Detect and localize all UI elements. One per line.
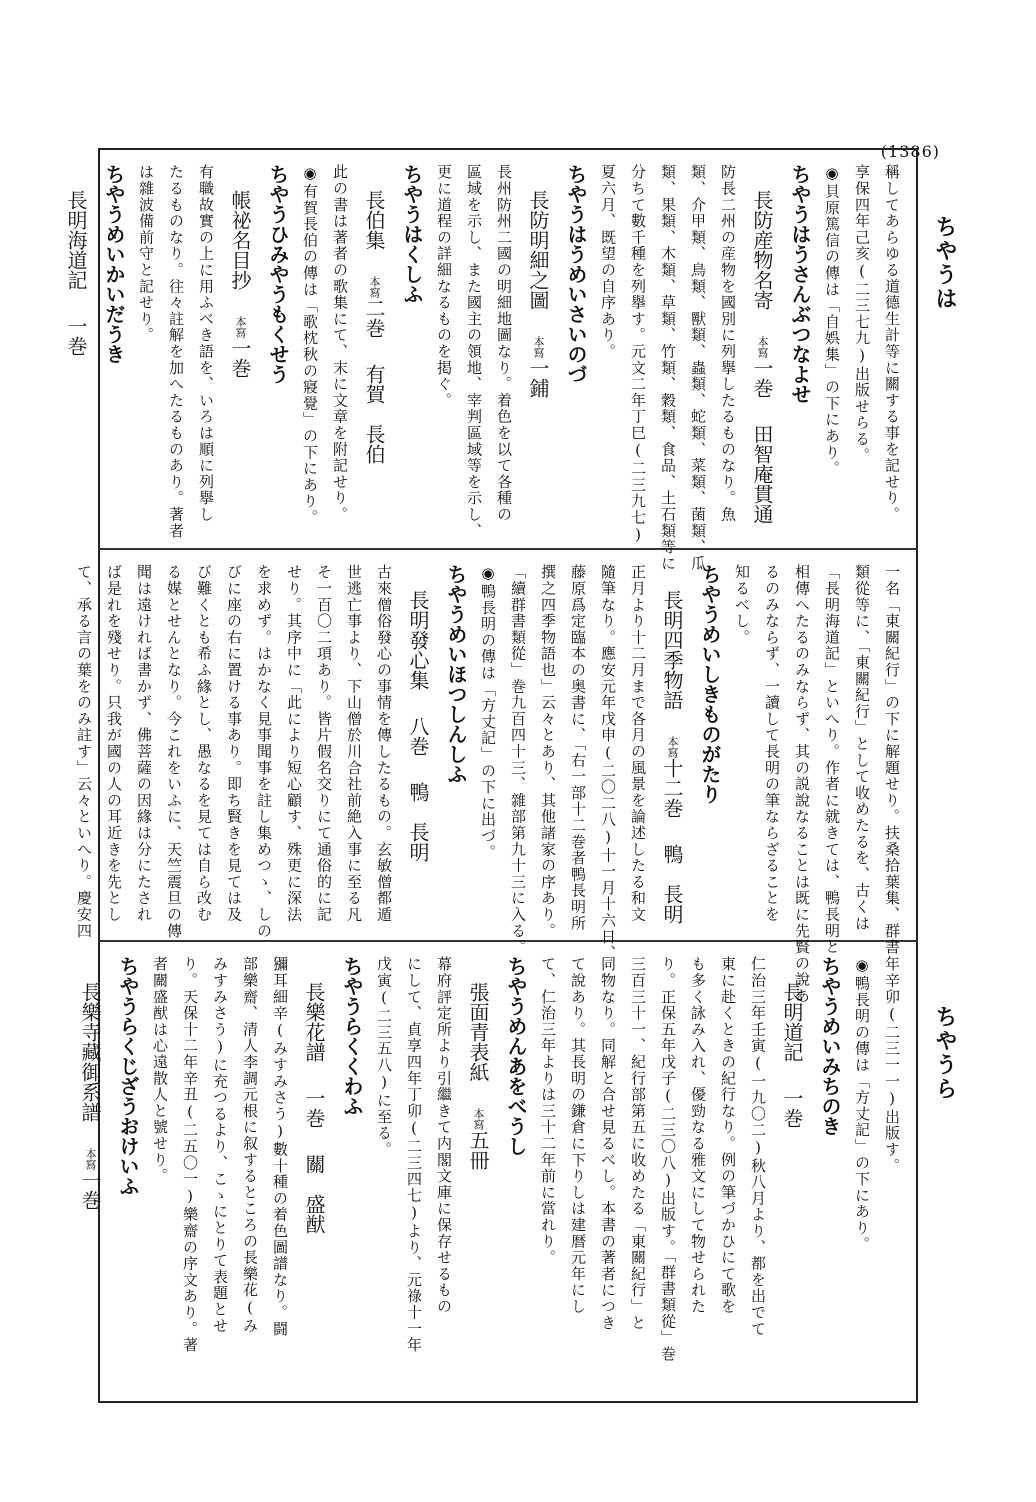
volume-count: 十二巻 <box>660 758 684 818</box>
volume-count: 五冊 <box>466 1130 490 1170</box>
text-column: ◉貝原篤信の傳は「自娯集」の下にあり。 <box>823 164 841 477</box>
entry-title <box>358 164 390 533</box>
entry-reading: ちやうめんあをべうし <box>504 956 528 1156</box>
entry-reading: ちやうめいほつしんしふ <box>444 564 468 784</box>
text-column: 仁治三年壬寅(一九〇二)秋八月より、都を出でて <box>749 956 767 1337</box>
text-band-top <box>64 150 916 572</box>
text-column: 類從等に、「東關紀行」として收めたるを、古くは <box>853 564 871 932</box>
text-column: 享保四年己亥(二三七九)出版せらる。 <box>853 164 871 464</box>
entry-title <box>746 164 778 533</box>
volume-count: 二巻 <box>362 298 386 338</box>
edition-note: 本寫 <box>666 736 679 758</box>
work-name: 帳祕名目抄 <box>228 190 252 290</box>
text-column: り。正保五年戊子(二三〇八)出版す。「群書類從」巻 <box>659 956 677 1362</box>
running-header-bottom: ちやうら <box>932 1005 958 1101</box>
text-column: を求めず。はかなく見事聞事を註し集めつゝ、しの <box>255 564 273 939</box>
text-column: 三百三十一、紀行部第五に收めたる「東關紀行」と <box>629 956 647 1331</box>
edition-note: 本寫 <box>368 276 381 298</box>
text-column: ば是れを殘せり。只我が國の人の耳近きを先とし <box>105 564 123 923</box>
work-name: 長樂寺藏御系譜 <box>78 982 102 1122</box>
volume-count: 一巻 <box>302 1088 326 1128</box>
volume-count: 一巻 <box>64 316 88 356</box>
text-column: 有職故實の上に用ふべき語を、いろは順に列擧し <box>197 164 215 523</box>
text-column: 部樂齋、清人李調元根に叙するところの長樂花(み <box>241 956 259 1334</box>
text-column: びに座の右に置ける事あり。即ち賢きを見ては及 <box>225 564 243 923</box>
text-column: 類、介甲類、鳥類、獸類、蟲類、蛇類、菜類、菌類、瓜 <box>689 164 707 572</box>
edition-note: 本寫 <box>84 1148 97 1170</box>
text-column: て說あり。其長明の鎌倉に下りしは建暦元年にし <box>569 956 587 1315</box>
text-column: ◉鴨長明の傳は「方丈記」の下に出づ。 <box>479 564 497 861</box>
author-name: 鴨 長明 <box>406 782 430 862</box>
text-column: 獼耳細辛(みすみさう)數十種の着色圖譜なり。闘 <box>271 956 289 1337</box>
text-column: 區域を示し、また國主の領地、宰判區域等を示し、 <box>465 164 483 539</box>
text-column: る媒とせんとなり。今これをいふに、天竺震旦の傳 <box>165 564 183 939</box>
text-column: 稱してあらゆる道德生計等に關する事を記せり。 <box>883 164 901 523</box>
text-column: 「續群書類從」巻九百四十三、雜部第九十三に入る。 <box>509 564 527 956</box>
text-column: 世逃亡事より、下山僧於川合社前絶入事に至る凡 <box>345 564 363 923</box>
text-column: び難くとも希ふ緣とし、愚なるを見ては自ら改む <box>195 564 213 923</box>
text-column: は雜波備前守と記せり。 <box>137 164 155 344</box>
volume-count: 一巻 <box>780 1088 804 1128</box>
work-name: 長明海道記 <box>64 190 88 290</box>
text-column: 古來僧俗發心の事情を傳したるもの。玄敏僧都遁 <box>375 564 393 923</box>
entry-reading: ちやうはくしふ <box>400 164 424 304</box>
work-name: 張面青表紙 <box>466 982 490 1082</box>
entry-title <box>522 164 554 533</box>
work-name: 長明四季物語 <box>660 590 684 710</box>
text-column: せり。其序中に「此により短心顧す、殊更に深法 <box>285 564 303 923</box>
entry-title <box>462 956 494 1387</box>
edition-note: 本寫 <box>472 1108 485 1130</box>
entry-reading: ちやうめいしきものがたり <box>698 564 722 804</box>
edition-note: 本寫 <box>532 336 545 358</box>
text-column: るのみならず、一讀して長明の筆ならざることを <box>763 564 781 923</box>
work-name: 長明道記 <box>780 982 804 1062</box>
text-column: そ一百〇二項あり。皆片假名交りにて通俗的に記 <box>315 564 333 923</box>
text-column: 年辛卯(二三一一)出版す。 <box>883 956 901 1174</box>
volume-count: 一巻 <box>228 338 252 378</box>
work-name: 長明發心集 <box>406 590 430 690</box>
entry-reading: ちやうらくくわふ <box>340 956 364 1116</box>
author-name: 田智庵貫通 <box>750 424 774 524</box>
text-band-middle <box>75 550 916 1005</box>
text-column: 撰之四季物語也」云々とあり、其他諸家の序あり。 <box>539 564 557 939</box>
text-column: 正月より十二月まで各月の風景を論述したる和文 <box>629 564 647 923</box>
edition-note: 本寫 <box>234 316 247 338</box>
text-column: にして、貞享四年丁卯(二三四七)より、元祿十一年 <box>405 956 423 1354</box>
text-column: 分ちて數千種を列擧す。元文二年丁巳(二三九七) <box>629 164 647 545</box>
text-column: 者關盛猷は心遠散人と號せり。 <box>151 956 169 1185</box>
text-column: 幕府評定所より引繼きて内閣文庫に保存せるもの <box>435 956 453 1315</box>
author-name: 鴨 長明 <box>660 844 684 924</box>
text-column: 聞は遠ければ書かず、佛菩薩の因緣は分にたされ <box>135 564 153 923</box>
text-column: たるものなり。往々註解を加へたるものあり。著者 <box>167 164 185 539</box>
work-name: 長防産物名寄 <box>750 190 774 310</box>
text-column: り。天保十二年辛丑(二五〇一)樂齋の序文あり。著 <box>181 956 199 1354</box>
text-column: 戊寅(二三五八)に至る。 <box>375 956 393 1158</box>
entry-title <box>656 564 688 925</box>
text-column: 夏六月、既望の自序あり。 <box>599 164 617 360</box>
entry-title <box>74 956 106 1387</box>
entry-title <box>224 164 256 533</box>
entry-reading: ちやうめいみちのき <box>818 956 842 1136</box>
entry-title <box>298 956 330 1387</box>
running-header-top: ちやうは <box>932 215 958 311</box>
work-name: 長伯集 <box>362 190 386 250</box>
text-column: 一名「東關紀行」の下に解題せり。扶桑拾葉集、群書 <box>883 564 901 956</box>
work-name: 長樂花譜 <box>302 982 326 1062</box>
text-band-bottom <box>78 942 916 1401</box>
work-name: 長防明細之圖 <box>526 190 550 310</box>
volume-count: 一鋪 <box>526 358 550 398</box>
text-column: 此の書は著者の歌集にて、末に文章を附記せり。 <box>331 164 349 523</box>
text-column: 東に赴くときの紀行なり。例の筆づかひにて歌を <box>719 956 737 1315</box>
edition-note: 本寫 <box>756 336 769 358</box>
entry-reading: ちやうはうさんぶつなよせ <box>788 164 812 404</box>
entry-title <box>776 956 808 1387</box>
author-name: 關 盛猷 <box>302 1154 326 1234</box>
text-column: 防長二州の産物を國別に列擧したるものなり。魚 <box>719 164 737 523</box>
author-name: 有賀 長伯 <box>362 364 386 464</box>
text-column: 隨筆なり。應安元年戊申(二〇二八)十一月十六日、 <box>599 564 617 962</box>
entry-reading: ちやうひみやうもくせう <box>266 164 290 384</box>
text-column: 同物なり。同解と合せ見るべし。本書の著者につき <box>599 956 617 1331</box>
entry-title <box>402 564 434 925</box>
entry-reading: ちやうはうめいさいのづ <box>564 164 588 384</box>
entry-reading: ちやうらくじざうおけいふ <box>116 956 140 1196</box>
text-column: みすみさう)に充つるより、こゝにとりて表題とせ <box>211 956 229 1334</box>
page-number: (1386) <box>880 142 940 161</box>
text-column: て、承る言の葉をのみ註す」云々といへり。慶安四 <box>75 564 93 939</box>
volume-count: 八巻 <box>406 716 430 756</box>
text-column: て、仁治三年よりは三十二年前に當れり。 <box>539 956 557 1266</box>
entry-title <box>60 164 92 533</box>
volume-count: 一巻 <box>750 358 774 398</box>
text-column: 相傳へたるのみならず、其の説說なることは既に先賢の說あ <box>793 564 811 1005</box>
text-column: 「長明海道記」といへり。作者に就きては、鴨長明と <box>823 564 841 956</box>
text-column: ◉鴨長明の傳は「方丈記」の下にあり。 <box>853 956 871 1253</box>
text-column: も多く詠み入れ、優勁なる雅文にして物せられた <box>689 956 707 1315</box>
text-column: 類、果類、木類、草類、竹類、穀類、食品、土石類等に <box>659 164 677 572</box>
entry-reading: ちやうめいかいだうき <box>102 164 126 364</box>
text-column: 知るべし。 <box>733 564 751 646</box>
text-column: 長州防州二國の明細地圖なり。着色を以て各種の <box>495 164 513 523</box>
text-column: 藤原爲定臨本の奥書に、「右一部十二巻者鴨長明所 <box>569 564 587 932</box>
text-column: 更に道程の詳細なるものを掲ぐ。 <box>435 164 453 409</box>
text-column: ◉有賀長伯の傳は「歌枕秋の寢覺」の下にあり。 <box>301 164 319 526</box>
volume-count: 一巻 <box>78 1170 102 1210</box>
